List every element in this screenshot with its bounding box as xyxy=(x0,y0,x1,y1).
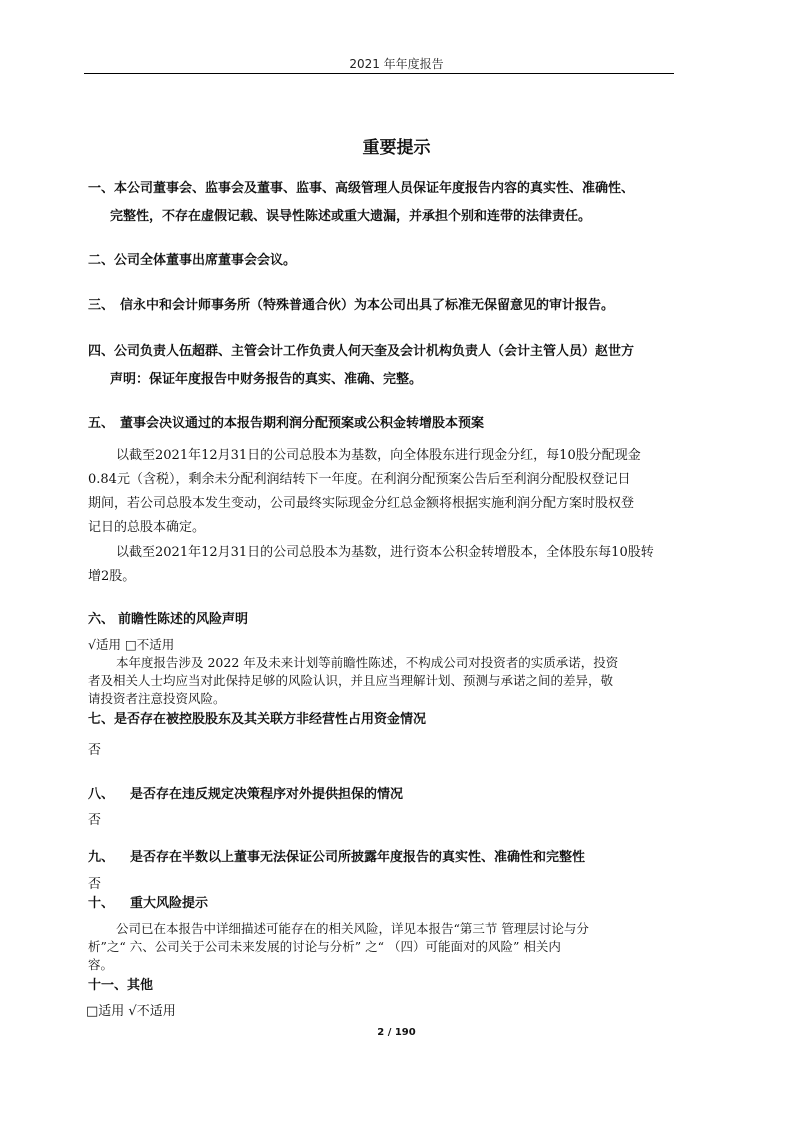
item-5-p1-line-3: 期间，若公司总股本发生变动，公司最终实际现金分红总金额将根据实施利润分配方案时股权登 xyxy=(88,496,635,511)
item-7-heading-text: 是否存在被控股股东及其关联方非经营性占用资金情况 xyxy=(114,712,427,727)
item-6-body-line-3: 请投资者注意投资风险。 xyxy=(88,691,226,706)
item-4-number: 四、 xyxy=(88,344,115,359)
item-7-number: 七、 xyxy=(88,712,115,727)
item-9-heading xyxy=(88,846,585,865)
item-8-answer: 否 xyxy=(88,813,102,828)
item-11-number: 十一、 xyxy=(88,978,128,993)
item-2-text: 公司全体董事出席董事会会议。 xyxy=(114,253,297,268)
item-7-answer: 否 xyxy=(88,743,102,758)
item-5-p2-line-2: 增2股。 xyxy=(88,569,136,584)
item-3-text: 信永中和会计师事务所（特殊普通合伙）为本公司出具了标准无保留意见的审计报告。 xyxy=(120,298,615,313)
item-4-text-2: 声明：保证年度报告中财务报告的真实、准确、完整。 xyxy=(110,372,423,387)
item-7-heading xyxy=(88,708,426,727)
item-1-number: 一、 xyxy=(88,181,115,196)
item-1-line-1 xyxy=(88,177,634,196)
item-9-answer: 否 xyxy=(88,877,102,892)
item-10-heading-text: 重大风险提示 xyxy=(130,896,209,911)
item-2 xyxy=(88,249,296,268)
item-10-body-line-2: 析”之“ 六、公司关于公司未来发展的讨论与分析” 之“ （四）可能面对的风险” 相关内 xyxy=(88,939,561,954)
item-6-number: 六、 xyxy=(88,612,115,627)
item-4-line-1 xyxy=(88,340,634,359)
item-3-number: 三、 xyxy=(88,298,115,313)
item-4-text-1: 公司负责人伍超群、主管会计工作负责人何天奎及会计机构负责人（会计主管人员）赵世方 xyxy=(114,344,635,359)
item-6-body-line-2: 者及相关人士均应当对此保持足够的风险认识，并且应当理解计划、预测与承诺之间的差异，敬 xyxy=(88,673,614,688)
item-1-text-2: 完整性，不存在虚假记载、误导性陈述或重大遗漏，并承担个别和连带的法律责任。 xyxy=(110,209,592,224)
item-5-number: 五、 xyxy=(88,416,115,431)
item-11-applicability: □适用 √不适用 xyxy=(86,1004,176,1019)
item-6-applicability: √适用 □不适用 xyxy=(88,637,175,652)
item-8-number: 八、 xyxy=(88,787,115,802)
item-8-heading-text: 是否存在违反规定决策程序对外提供担保的情况 xyxy=(130,787,404,802)
item-10-body-line-1: 公司已在本报告中详细描述可能存在的相关风险，详见本报告“第三节 管理层讨论与分 xyxy=(116,921,589,936)
item-5-heading xyxy=(88,412,484,431)
item-5-p1-line-4: 记日的总股本确定。 xyxy=(88,520,206,535)
item-5-p1-line-2: 0.84元（含税），剩余未分配利润结转下一年度。在利润分配预案公告后至利润分配股权登记日 xyxy=(88,472,631,487)
item-2-number: 二、 xyxy=(88,253,115,268)
running-header: 2021 年年度报告 xyxy=(349,57,444,71)
page-title: 重要提示 xyxy=(362,138,431,158)
item-10-number: 十、 xyxy=(88,896,115,911)
item-10-heading xyxy=(88,892,208,911)
header-rule xyxy=(84,73,674,74)
item-5-p1-line-1: 以截至2021年12月31日的公司总股本为基数，向全体股东进行现金分红，每10股分配现金 xyxy=(116,448,641,463)
item-1-text-1: 本公司董事会、监事会及董事、监事、高级管理人员保证年度报告内容的真实性、准确性、 xyxy=(114,181,635,196)
item-9-heading-text: 是否存在半数以上董事无法保证公司所披露年度报告的真实性、准确性和完整性 xyxy=(130,850,586,865)
item-5-p2-line-1: 以截至2021年12月31日的公司总股本为基数，进行资本公积金转增股本，全体股东每10股转 xyxy=(116,545,654,560)
item-5-heading-text: 董事会决议通过的本报告期利润分配预案或公积金转增股本预案 xyxy=(120,416,485,431)
page-number: 2 / 190 xyxy=(377,1027,416,1038)
item-6-heading-text: 前瞻性陈述的风险声明 xyxy=(118,612,249,627)
item-9-number: 九、 xyxy=(88,850,115,865)
item-11-heading-text: 其他 xyxy=(127,978,154,993)
item-11-heading xyxy=(88,974,153,993)
item-8-heading xyxy=(88,783,403,802)
item-10-body-line-3: 容。 xyxy=(88,957,114,972)
item-6-heading xyxy=(88,608,248,627)
item-6-body-line-1: 本年度报告涉及 2022 年及未来计划等前瞻性陈述，不构成公司对投资者的实质承诺，投资 xyxy=(116,655,619,670)
item-3 xyxy=(88,294,614,313)
